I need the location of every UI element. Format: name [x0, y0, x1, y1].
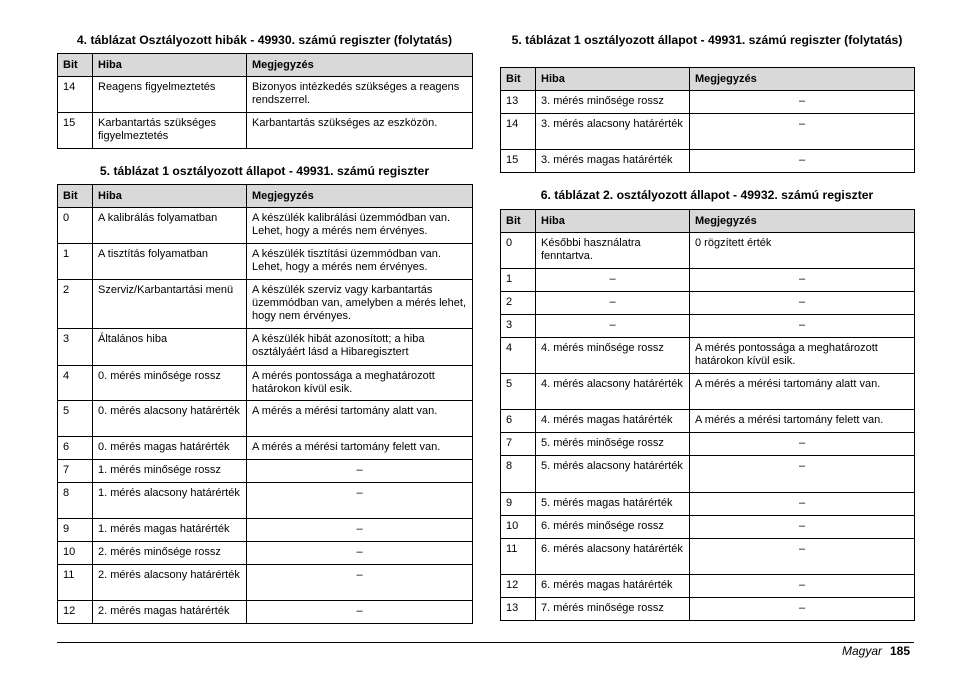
cell-bit: 0	[501, 233, 536, 269]
header-megjegyzes: Megjegyzés	[247, 54, 473, 77]
table-5-cont-caption	[500, 33, 914, 48]
table-row	[58, 519, 473, 542]
table-row	[58, 401, 473, 437]
cell-megjegyzes: A mérés pontossága a meghatározott határokon kívül esik.	[690, 338, 915, 374]
table-row	[58, 77, 473, 113]
cell-bit: 14	[501, 114, 536, 150]
table-row	[501, 516, 915, 539]
table-row	[501, 269, 915, 292]
cell-bit: 2	[501, 292, 536, 315]
cell-megjegyzes: –	[690, 539, 915, 575]
cell-bit: 3	[501, 315, 536, 338]
cell-hiba: 1. mérés minősége rossz	[93, 460, 247, 483]
table-row	[501, 493, 915, 516]
table-row	[501, 598, 915, 621]
table-4	[57, 53, 473, 149]
cell-megjegyzes: A készülék kalibrálási üzemmódban van. Lehet, hogy a mérés nem érvényes.	[247, 208, 473, 244]
table-5-cont-caption-text: 5. táblázat 1 osztályozott állapot - 49931. számú regiszter (folytatás)	[511, 33, 903, 47]
cell-megjegyzes: –	[690, 315, 915, 338]
header-bit: Bit	[58, 185, 93, 208]
cell-bit: 14	[58, 77, 93, 113]
cell-bit: 5	[501, 374, 536, 410]
table-row	[58, 208, 473, 244]
cell-hiba: –	[536, 292, 690, 315]
cell-hiba: 4. mérés magas határérték	[536, 410, 690, 433]
cell-bit: 12	[58, 601, 93, 624]
table-5-continued	[500, 67, 915, 173]
cell-bit: 8	[501, 456, 536, 493]
cell-hiba: 6. mérés minősége rossz	[536, 516, 690, 539]
cell-hiba: 5. mérés magas határérték	[536, 493, 690, 516]
table-header-row	[58, 54, 473, 77]
cell-hiba: 5. mérés alacsony határérték	[536, 456, 690, 493]
page-number: 185	[890, 644, 911, 658]
table-row	[501, 374, 915, 410]
cell-hiba: 2. mérés magas határérték	[93, 601, 247, 624]
cell-megjegyzes: –	[690, 598, 915, 621]
table-row	[501, 338, 915, 374]
cell-hiba: 5. mérés minősége rossz	[536, 433, 690, 456]
cell-bit: 12	[501, 575, 536, 598]
cell-bit: 6	[501, 410, 536, 433]
header-bit: Bit	[501, 210, 536, 233]
cell-megjegyzes: A készülék hibát azonosított; a hiba osztályáért lásd a Hibaregisztert	[247, 329, 473, 366]
cell-megjegyzes: –	[247, 519, 473, 542]
header-hiba: Hiba	[93, 54, 247, 77]
cell-megjegyzes: A mérés pontossága a meghatározott határokon kívül esik.	[247, 366, 473, 401]
table-row	[501, 315, 915, 338]
table-header-row	[58, 185, 473, 208]
cell-megjegyzes: –	[690, 575, 915, 598]
cell-megjegyzes: Bizonyos intézkedés szükséges a reagens rendszerrel.	[247, 77, 473, 113]
header-hiba: Hiba	[536, 210, 690, 233]
cell-hiba: 3. mérés minősége rossz	[536, 91, 690, 114]
cell-megjegyzes: –	[247, 542, 473, 565]
table-row	[501, 456, 915, 493]
cell-bit: 9	[58, 519, 93, 542]
table-row	[58, 437, 473, 460]
table-row	[58, 244, 473, 280]
cell-bit: 8	[58, 483, 93, 519]
table-row	[501, 410, 915, 433]
cell-bit: 4	[501, 338, 536, 374]
table-row	[58, 460, 473, 483]
cell-bit: 5	[58, 401, 93, 437]
cell-megjegyzes: –	[247, 483, 473, 519]
table-5-caption: 5. táblázat 1 osztályozott állapot - 49931. számú regiszter	[99, 164, 430, 178]
cell-hiba: 0. mérés alacsony határérték	[93, 401, 247, 437]
cell-megjegyzes: A készülék tisztítási üzemmódban van. Lehet, hogy a mérés nem érvényes.	[247, 244, 473, 280]
table-row	[501, 233, 915, 269]
cell-megjegyzes: –	[690, 114, 915, 150]
table-row	[58, 280, 473, 329]
table-6	[500, 209, 915, 621]
table-row	[58, 565, 473, 601]
header-hiba: Hiba	[536, 68, 690, 91]
cell-bit: 15	[501, 150, 536, 173]
cell-hiba: Karbantartás szükséges figyelmeztetés	[93, 113, 247, 149]
header-hiba: Hiba	[93, 185, 247, 208]
cell-bit: 9	[501, 493, 536, 516]
cell-bit: 10	[58, 542, 93, 565]
cell-megjegyzes: A mérés a mérési tartomány felett van.	[690, 410, 915, 433]
cell-hiba: Későbbi használatra fenntartva.	[536, 233, 690, 269]
cell-megjegyzes: –	[690, 493, 915, 516]
table-row	[501, 575, 915, 598]
cell-hiba: –	[536, 315, 690, 338]
table-row	[501, 539, 915, 575]
cell-hiba: 0. mérés minősége rossz	[93, 366, 247, 401]
cell-hiba: 3. mérés magas határérték	[536, 150, 690, 173]
cell-hiba: A kalibrálás folyamatban	[93, 208, 247, 244]
table-header-row	[501, 210, 915, 233]
cell-megjegyzes: –	[247, 565, 473, 601]
table-row	[58, 366, 473, 401]
table-row	[501, 292, 915, 315]
cell-bit: 13	[501, 598, 536, 621]
table-4-caption: 4. táblázat Osztályozott hibák - 49930. számú regiszter (folytatás)	[76, 33, 453, 47]
cell-bit: 15	[58, 113, 93, 149]
table-row	[58, 483, 473, 519]
header-megjegyzes: Megjegyzés	[690, 210, 915, 233]
cell-megjegyzes: A mérés a mérési tartomány alatt van.	[247, 401, 473, 437]
cell-megjegyzes: –	[690, 456, 915, 493]
cell-hiba: 6. mérés magas határérték	[536, 575, 690, 598]
cell-hiba: Szerviz/Karbantartási menü	[93, 280, 247, 329]
cell-megjegyzes: –	[690, 150, 915, 173]
table-row	[501, 91, 915, 114]
table-header-row	[501, 68, 915, 91]
table-6-caption: 6. táblázat 2. osztályozott állapot - 49932. számú regiszter	[540, 188, 874, 202]
header-bit: Bit	[501, 68, 536, 91]
footer-rule	[57, 642, 914, 643]
table-5	[57, 184, 473, 624]
cell-hiba: A tisztítás folyamatban	[93, 244, 247, 280]
cell-bit: 0	[58, 208, 93, 244]
cell-bit: 7	[501, 433, 536, 456]
cell-megjegyzes: Karbantartás szükséges az eszközön.	[247, 113, 473, 149]
table-row	[58, 542, 473, 565]
cell-hiba: 1. mérés magas határérték	[93, 519, 247, 542]
cell-hiba: 6. mérés alacsony határérték	[536, 539, 690, 575]
cell-megjegyzes: –	[690, 433, 915, 456]
cell-megjegyzes: –	[690, 292, 915, 315]
header-megjegyzes: Megjegyzés	[690, 68, 915, 91]
cell-hiba: 2. mérés alacsony határérték	[93, 565, 247, 601]
header-megjegyzes: Megjegyzés	[247, 185, 473, 208]
cell-hiba: 7. mérés minősége rossz	[536, 598, 690, 621]
cell-bit: 3	[58, 329, 93, 366]
cell-megjegyzes: 0 rögzített érték	[690, 233, 915, 269]
table-row	[501, 150, 915, 173]
cell-hiba: –	[536, 269, 690, 292]
table-row	[501, 114, 915, 150]
cell-hiba: Általános hiba	[93, 329, 247, 366]
cell-megjegyzes: –	[690, 516, 915, 539]
cell-hiba: 4. mérés alacsony határérték	[536, 374, 690, 410]
cell-bit: 4	[58, 366, 93, 401]
cell-megjegyzes: A mérés a mérési tartomány felett van.	[247, 437, 473, 460]
table-row	[501, 433, 915, 456]
cell-bit: 7	[58, 460, 93, 483]
cell-hiba: 3. mérés alacsony határérték	[536, 114, 690, 150]
cell-megjegyzes: A készülék szerviz vagy karbantartás üzemmódban van, amelyben a mérés lehet, hogy nem érvényes.	[247, 280, 473, 329]
cell-megjegyzes: A mérés a mérési tartomány alatt van.	[690, 374, 915, 410]
cell-bit: 6	[58, 437, 93, 460]
table-row	[58, 601, 473, 624]
cell-hiba: 1. mérés alacsony határérték	[93, 483, 247, 519]
cell-hiba: 2. mérés minősége rossz	[93, 542, 247, 565]
cell-bit: 11	[58, 565, 93, 601]
header-bit: Bit	[58, 54, 93, 77]
cell-bit: 13	[501, 91, 536, 114]
cell-hiba: 0. mérés magas határérték	[93, 437, 247, 460]
footer-language: Magyar	[841, 644, 882, 658]
cell-bit: 1	[501, 269, 536, 292]
cell-bit: 2	[58, 280, 93, 329]
cell-bit: 10	[501, 516, 536, 539]
cell-bit: 11	[501, 539, 536, 575]
cell-megjegyzes: –	[247, 601, 473, 624]
cell-megjegyzes: –	[690, 269, 915, 292]
table-row	[58, 113, 473, 149]
cell-megjegyzes: –	[247, 460, 473, 483]
cell-bit: 1	[58, 244, 93, 280]
cell-hiba: Reagens figyelmeztetés	[93, 77, 247, 113]
cell-hiba: 4. mérés minősége rossz	[536, 338, 690, 374]
table-row	[58, 329, 473, 366]
cell-megjegyzes: –	[690, 91, 915, 114]
